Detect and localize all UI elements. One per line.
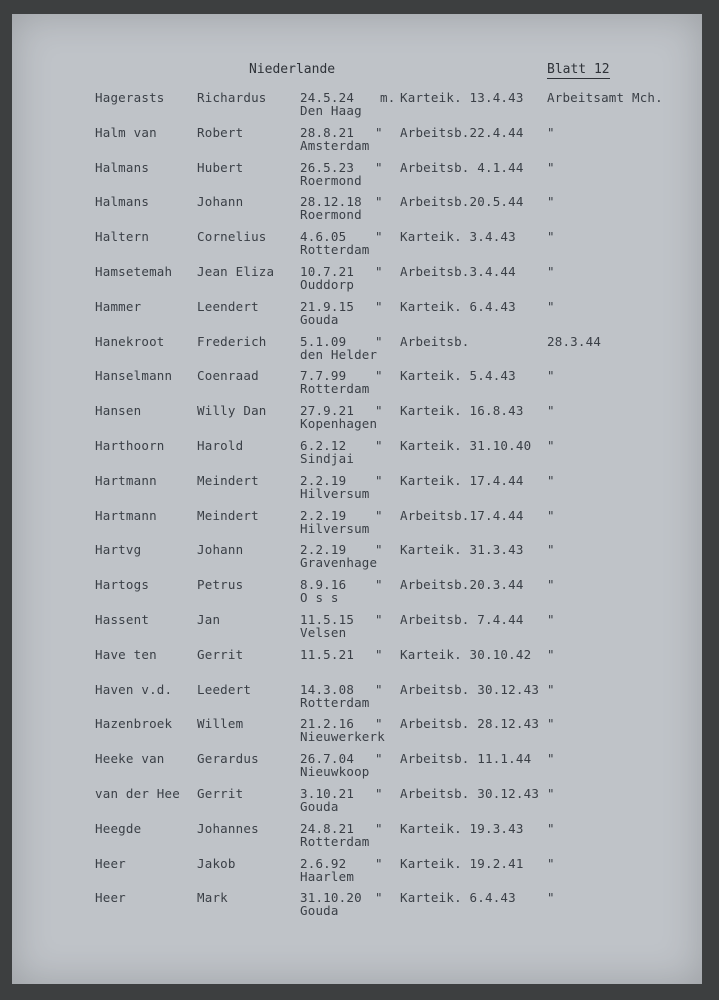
record-note: " (547, 577, 555, 593)
record-note: " (547, 194, 555, 210)
record-birthplace: Hilversum (300, 485, 370, 501)
record-birth-date: 28.8.21 (300, 124, 355, 140)
record-source: Karteik. 31.10.40 (400, 438, 532, 453)
record-row (0, 890, 719, 924)
record-surname: Heegde (95, 820, 142, 836)
record-note: Arbeitsamt Mch. (547, 90, 663, 105)
record-source: Arbeitsb. 11.1.44 (400, 751, 532, 767)
record-note: 28.3.44 (547, 333, 602, 349)
record-row (0, 125, 719, 159)
record-source: Arbeitsb. (400, 333, 470, 349)
record-source: Arbeitsb.17.4.44 (400, 507, 524, 523)
record-birth-date: 2.6.92 (300, 855, 347, 871)
record-surname: Have ten (95, 646, 157, 662)
record-row (0, 229, 719, 263)
record-birth-date: 3.10.21 (300, 786, 355, 801)
record-source: Arbeitsb.22.4.44 (400, 124, 524, 140)
record-birth-date: 21.9.15 (300, 298, 355, 314)
record-birth-date: 24.8.21 (300, 820, 355, 836)
record-ditto-mark: " (375, 855, 383, 871)
record-source: Arbeitsb. 30.12.43 (400, 786, 540, 801)
record-birthplace: Rotterdam (300, 694, 370, 710)
record-note: " (547, 368, 555, 384)
record-birth-date: 26.5.23 (300, 159, 355, 175)
record-ditto-mark: " (375, 438, 383, 453)
record-note: " (547, 298, 555, 314)
record-row (0, 299, 719, 333)
record-source: Karteik. 13.4.43 (400, 90, 524, 105)
record-source: Arbeitsb.20.5.44 (400, 194, 524, 210)
record-surname: Hanekroot (95, 333, 165, 349)
record-note: " (547, 681, 555, 697)
record-surname: Hanselmann (95, 368, 173, 384)
record-surname: Hammer (95, 298, 142, 314)
record-note: " (547, 542, 555, 558)
record-forename: Robert (197, 124, 244, 140)
record-birthplace: Roermond (300, 207, 362, 223)
record-forename: Petrus (197, 577, 244, 593)
record-note: " (547, 403, 555, 419)
record-forename: Harold (197, 438, 244, 453)
record-surname: Haltern (95, 229, 150, 245)
record-forename: Mark (197, 890, 228, 906)
record-forename: Leendert (197, 298, 259, 314)
record-note: " (547, 751, 555, 767)
record-row (0, 194, 719, 228)
record-note: " (547, 438, 555, 453)
record-forename: Jan (197, 612, 221, 627)
record-birth-date: 7.7.99 (300, 368, 347, 384)
record-birthplace: Amsterdam (300, 137, 370, 153)
record-ditto-mark: " (375, 681, 383, 697)
record-forename: Meindert (197, 507, 259, 523)
record-surname: Hansen (95, 403, 142, 419)
record-ditto-mark: " (375, 298, 383, 314)
record-birth-date: 2.2.19 (300, 542, 347, 558)
record-row (0, 508, 719, 542)
record-birth-date: 28.12.18 (300, 194, 362, 210)
record-row (0, 856, 719, 890)
record-note: " (547, 159, 555, 175)
record-note: " (547, 507, 555, 523)
record-source: Karteik. 6.4.43 (400, 890, 516, 906)
record-forename: Johann (197, 194, 244, 210)
record-birth-date: 5.1.09 (300, 333, 347, 349)
record-birth-date: 6.2.12 (300, 438, 347, 453)
record-birthplace: Sindjai (300, 451, 355, 466)
record-row (0, 264, 719, 298)
record-surname: Haven v.d. (95, 681, 173, 697)
record-row (0, 786, 719, 820)
record-birthplace: den Helder (300, 346, 378, 362)
record-ditto-mark: " (375, 368, 383, 384)
record-forename: Richardus (197, 90, 267, 105)
record-source: Karteik. 31.3.43 (400, 542, 524, 558)
record-birth-date: 26.7.04 (300, 751, 355, 767)
record-note: " (547, 855, 555, 871)
record-source: Karteik. 3.4.43 (400, 229, 516, 245)
record-birth-date: 2.2.19 (300, 472, 347, 488)
record-row (0, 334, 719, 368)
record-forename: Hubert (197, 159, 244, 175)
record-birthplace: Gouda (300, 311, 339, 327)
record-birth-date: 24.5.24 (300, 90, 355, 105)
record-source: Arbeitsb. 4.1.44 (400, 159, 524, 175)
record-birth-date: 10.7.21 (300, 264, 355, 279)
record-birth-date: 4.6.05 (300, 229, 347, 245)
record-birth-date: 11.5.21 (300, 646, 355, 662)
record-source: Karteik. 30.10.42 (400, 646, 532, 662)
record-surname: van der Hee (95, 786, 180, 801)
record-surname: Hagerasts (95, 90, 165, 105)
record-birthplace: Rotterdam (300, 242, 370, 258)
record-ditto-mark: " (375, 786, 383, 801)
record-forename: Willy Dan (197, 403, 267, 419)
record-row (0, 751, 719, 785)
record-surname: Halmans (95, 159, 150, 175)
record-surname: Heeke van (95, 751, 165, 767)
record-birthplace: Gouda (300, 903, 339, 919)
record-birthplace: Roermond (300, 172, 362, 188)
record-forename: Willem (197, 716, 244, 732)
record-forename: Gerardus (197, 751, 259, 767)
record-surname: Hazenbroek (95, 716, 173, 732)
record-forename: Gerrit (197, 786, 244, 801)
record-row (0, 160, 719, 194)
record-source: Arbeitsb. 28.12.43 (400, 716, 540, 732)
record-surname: Hartmann (95, 507, 157, 523)
record-row (0, 716, 719, 750)
record-ditto-mark: " (375, 264, 383, 279)
record-birth-date: 21.2.16 (300, 716, 355, 732)
record-birthplace: Gouda (300, 799, 339, 814)
record-row (0, 403, 719, 437)
record-ditto-mark: " (375, 333, 383, 349)
record-ditto-mark: " (375, 751, 383, 767)
record-row (0, 612, 719, 646)
record-birth-date: 31.10.20 (300, 890, 362, 906)
record-source: Karteik. 19.2.41 (400, 855, 524, 871)
record-row (0, 647, 719, 681)
record-surname: Hartvg (95, 542, 142, 558)
record-note: " (547, 890, 555, 906)
record-forename: Meindert (197, 472, 259, 488)
page-heading: Niederlande (249, 62, 336, 77)
record-row (0, 438, 719, 472)
record-note: " (547, 820, 555, 836)
record-note: " (547, 229, 555, 245)
record-birthplace: Hilversum (300, 520, 370, 536)
record-birthplace: Haarlem (300, 868, 355, 884)
record-forename: Jakob (197, 855, 236, 871)
record-forename: Frederich (197, 333, 267, 349)
record-source: Karteik. 17.4.44 (400, 472, 524, 488)
record-birthplace: O s s (300, 590, 339, 606)
record-source: Karteik. 6.4.43 (400, 298, 516, 314)
record-birthplace: Rotterdam (300, 833, 370, 849)
record-source: Karteik. 16.8.43 (400, 403, 524, 419)
record-birth-date: 2.2.19 (300, 507, 347, 523)
record-surname: Hassent (95, 612, 150, 627)
record-row (0, 473, 719, 507)
record-note: " (547, 612, 555, 627)
record-ditto-mark: " (375, 577, 383, 593)
record-surname: Halmans (95, 194, 150, 210)
record-source: Arbeitsb.20.3.44 (400, 577, 524, 593)
record-source: Arbeitsb. 30.12.43 (400, 681, 540, 697)
record-ditto-mark: " (375, 890, 383, 906)
record-forename: Jean Eliza (197, 264, 275, 279)
record-forename: Johann (197, 542, 244, 558)
record-source: Arbeitsb. 7.4.44 (400, 612, 524, 627)
record-birth-date: 27.9.21 (300, 403, 355, 419)
record-forename: Cornelius (197, 229, 267, 245)
record-ditto-mark: " (375, 646, 383, 662)
record-birth-date: 11.5.15 (300, 612, 355, 627)
record-row (0, 368, 719, 402)
record-note: " (547, 716, 555, 732)
record-birthplace: Nieuwkoop (300, 764, 370, 780)
record-birth-date: 14.3.08 (300, 681, 355, 697)
record-birthplace: Velsen (300, 625, 347, 640)
record-row (0, 542, 719, 576)
record-ditto-mark: " (375, 229, 383, 245)
record-source: Karteik. 19.3.43 (400, 820, 524, 836)
record-ditto-mark: " (375, 507, 383, 523)
record-forename: Gerrit (197, 646, 244, 662)
record-ditto-mark: " (375, 472, 383, 488)
record-surname: Heer (95, 890, 126, 906)
record-birthplace: Kopenhagen (300, 416, 378, 432)
record-birthplace: Gravenhage (300, 555, 378, 571)
record-ditto-mark: " (375, 194, 383, 210)
record-note: " (547, 646, 555, 662)
record-birthplace: Den Haag (300, 103, 362, 118)
record-row (0, 821, 719, 855)
record-ditto-mark: " (375, 159, 383, 175)
record-note: " (547, 472, 555, 488)
record-surname: Harthoorn (95, 438, 165, 453)
record-birthplace: Ouddorp (300, 277, 355, 292)
record-ditto-mark: " (375, 403, 383, 419)
sheet-number: Blatt 12 (547, 62, 610, 77)
record-surname: Hartmann (95, 472, 157, 488)
record-note: " (547, 124, 555, 140)
record-birthplace: Rotterdam (300, 381, 370, 397)
record-ditto-mark: " (375, 820, 383, 836)
record-ditto-mark: " (375, 612, 383, 627)
record-surname: Hamsetemah (95, 264, 173, 279)
record-surname: Halm van (95, 124, 157, 140)
record-forename: Coenraad (197, 368, 259, 384)
record-surname: Hartogs (95, 577, 150, 593)
record-source: Karteik. 5.4.43 (400, 368, 516, 384)
record-row (0, 682, 719, 716)
record-row (0, 90, 719, 124)
record-birth-date: 8.9.16 (300, 577, 347, 593)
record-surname: Heer (95, 855, 126, 871)
record-gender: m. (380, 90, 396, 105)
record-note: " (547, 786, 555, 801)
record-ditto-mark: " (375, 716, 383, 732)
record-row (0, 577, 719, 611)
record-note: " (547, 264, 555, 279)
record-forename: Leedert (197, 681, 252, 697)
record-source: Arbeitsb.3.4.44 (400, 264, 516, 279)
record-ditto-mark: " (375, 542, 383, 558)
record-forename: Johannes (197, 820, 259, 836)
record-birthplace: Nieuwerkerk (300, 729, 385, 745)
record-ditto-mark: " (375, 124, 383, 140)
